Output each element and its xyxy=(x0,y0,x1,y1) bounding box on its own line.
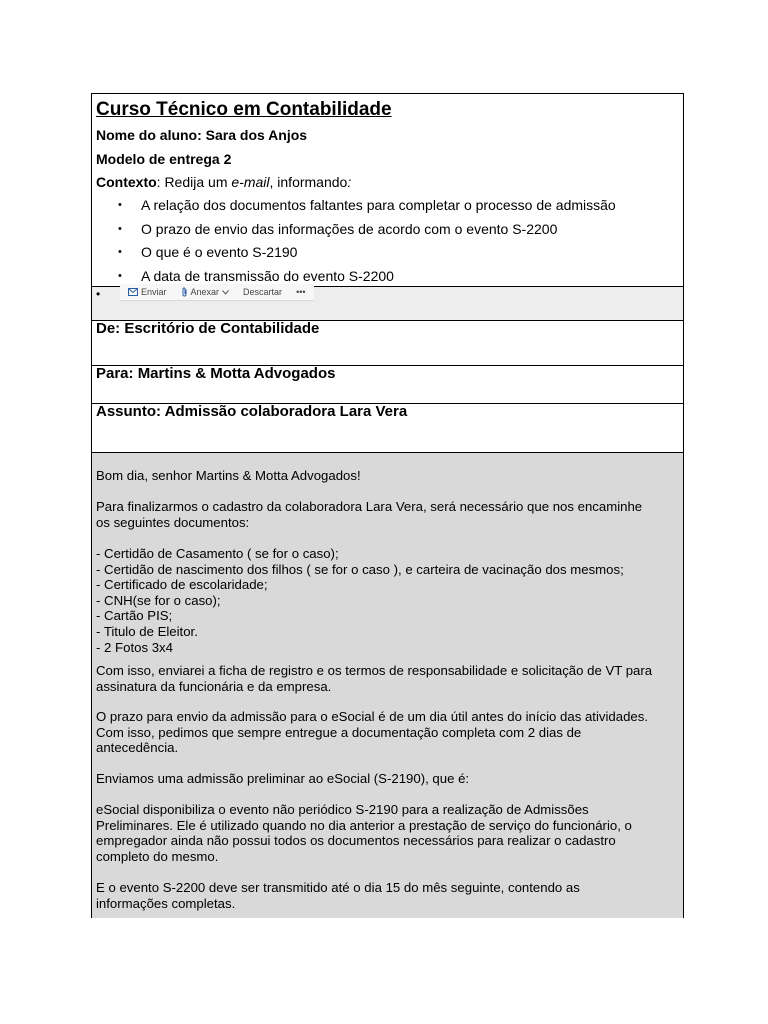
more-options-button[interactable] xyxy=(296,287,305,297)
list-item: - CNH(se for o caso); xyxy=(96,592,221,608)
text-line: Para finalizarmos o cadastro da colaboradora Lara Vera, será necessário que nos encaminhe xyxy=(96,499,643,514)
attach-button[interactable] xyxy=(181,287,230,297)
bullet-dot: • xyxy=(118,246,122,258)
text-line: antecedência. xyxy=(96,740,179,756)
delivery-model: Modelo de entrega 2 xyxy=(96,151,232,167)
esocial-paragraph xyxy=(96,802,682,864)
list-item xyxy=(92,218,616,242)
assignment-header xyxy=(92,94,683,286)
list-item xyxy=(92,241,616,265)
text-line: E o evento S-2200 deve ser transmitido até o dia 15 do mês seguinte, contendo as xyxy=(96,880,580,895)
context-colon: : xyxy=(347,174,352,190)
s2200-paragraph xyxy=(96,880,682,911)
list-item: - Certidão de nascimento dos filhos ( se for o caso ), e carteira de vacinação dos mesmos; xyxy=(96,561,624,577)
bullet-dot: • xyxy=(118,269,122,282)
subject-field xyxy=(92,404,683,453)
list-item: - 2 Fotos 3x4 xyxy=(96,639,173,655)
text-line: empregador ainda não possui todos os documentos necessários para realizar o cadastro xyxy=(96,833,616,849)
context-text-b: , informando xyxy=(269,174,348,190)
discard-label: Descartar xyxy=(243,287,283,297)
list-item: - Certidão de Casamento ( se for o caso); xyxy=(96,546,339,561)
list-item-text: O que é o evento S-2190 xyxy=(141,244,298,260)
page-title: Curso Técnico em Contabilidade xyxy=(96,99,392,120)
to-label: Para: Martins & Motta Advogados xyxy=(96,365,336,382)
to-field xyxy=(92,366,683,404)
text-line: eSocial disponibiliza o evento não periódico S-2190 para a realização de Admissões xyxy=(96,802,589,817)
list-item: - Cartão PIS; xyxy=(96,608,173,624)
discard-button[interactable] xyxy=(243,287,282,297)
text-line: os seguintes documentos: xyxy=(96,514,250,530)
list-item-text: A data de transmissão do evento S-2200 xyxy=(141,267,394,284)
email-toolbar xyxy=(120,284,314,301)
email-toolbar-row xyxy=(92,286,683,321)
subject-label: Assunto: Admissão colaboradora Lara Vera xyxy=(96,403,408,420)
registration-paragraph xyxy=(96,663,682,694)
list-item: - Certificado de escolaridade; xyxy=(96,577,268,593)
list-item xyxy=(92,194,616,218)
context-text-a: : Redija um xyxy=(156,174,232,190)
text-line: completo do mesmo. xyxy=(96,848,219,864)
email-body xyxy=(92,453,683,918)
preliminary-paragraph: Enviamos uma admissão preliminar ao eSocial (S-2190), que é: xyxy=(96,771,470,786)
attach-label: Anexar xyxy=(190,287,220,297)
bullet-dot: • xyxy=(118,222,122,235)
deadline-paragraph xyxy=(96,709,682,756)
chevron-down-icon xyxy=(222,290,229,295)
send-label: Enviar xyxy=(141,287,167,297)
envelope-icon xyxy=(128,288,138,296)
text-line: Com isso, pedimos que sempre entregue a documentação completa com 2 dias de xyxy=(96,724,582,740)
requirements-list xyxy=(92,194,616,288)
documents-list xyxy=(96,546,682,655)
from-field xyxy=(92,321,683,366)
student-name: Nome do aluno: Sara dos Anjos xyxy=(96,127,308,143)
text-line: Com isso, enviarei a ficha de registro e os termos de responsabilidade e solicitação de VT para xyxy=(96,663,653,678)
text-line: Preliminares. Ele é utilizado quando no dia anterior a prestação de serviço do funcionário, o xyxy=(96,817,632,833)
more-icon: ••• xyxy=(296,287,306,297)
text-line: assinatura da funcionária e da empresa. xyxy=(96,678,332,694)
list-item: - Titulo de Eleitor. xyxy=(96,623,198,639)
bullet-dot: • xyxy=(118,199,122,211)
text-line: informações completas. xyxy=(96,895,236,911)
intro-paragraph xyxy=(96,499,682,530)
bullet-dot: • xyxy=(96,287,101,301)
document-frame xyxy=(91,93,684,918)
context-line xyxy=(96,172,351,192)
from-label: De: Escritório de Contabilidade xyxy=(96,320,320,337)
send-button[interactable] xyxy=(128,287,167,297)
list-item-text: A relação dos documentos faltantes para completar o processo de admissão xyxy=(141,197,616,213)
paperclip-icon xyxy=(181,287,188,297)
list-item-text: O prazo de envio das informações de acordo com o evento S-2200 xyxy=(141,220,558,237)
greeting: Bom dia, senhor Martins & Motta Advogados! xyxy=(96,468,361,483)
context-label: Contexto xyxy=(96,174,157,190)
context-email-word: e-mail xyxy=(231,174,270,190)
text-line: O prazo para envio da admissão para o eSocial é de um dia útil antes do início das atividades. xyxy=(96,709,649,724)
